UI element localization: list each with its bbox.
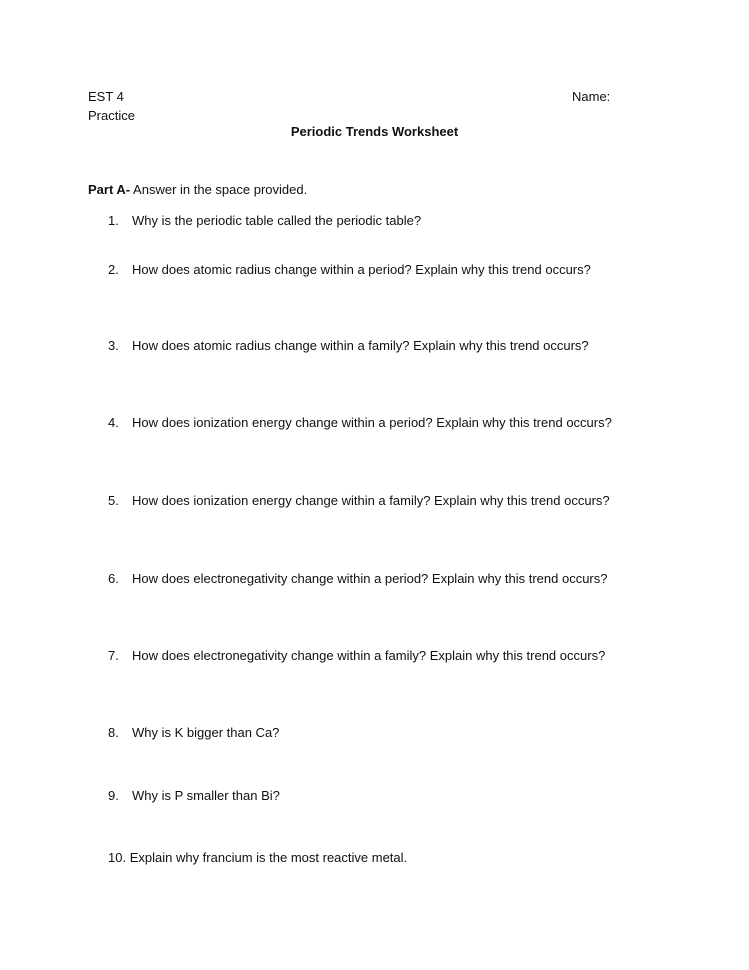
part-a-label: Part A- [88,182,131,197]
question-text: How does atomic radius change within a family? Explain why this trend occurs? [132,338,589,353]
question-1 [108,213,421,228]
question-text: How does ionization energy change within a period? Explain why this trend occurs? [132,415,612,430]
section-label: Practice [88,108,135,123]
question-text: Explain why francium is the most reactive metal. [129,850,408,865]
question-number: 8. [108,725,119,740]
question-10 [108,850,407,865]
name-label: Name: [572,89,611,104]
course-label: EST 4 [88,89,124,104]
question-number: 7. [108,648,119,663]
question-number: 6. [108,571,119,586]
question-number: 1. [108,213,119,228]
question-number: 5. [108,493,119,508]
part-a-instruction: Answer in the space provided. [133,182,308,197]
question-text: Why is K bigger than Ca? [132,725,280,740]
question-number: 2. [108,262,119,277]
question-8 [108,725,279,740]
question-2 [108,262,591,277]
question-text: How does ionization energy change within a family? Explain why this trend occurs? [132,493,610,508]
question-number: 4. [108,415,119,430]
question-7 [108,648,605,663]
question-text: How does electronegativity change within a period? Explain why this trend occurs? [132,571,608,586]
question-text: Why is the periodic table called the periodic table? [132,213,422,228]
question-number: 9. [108,788,119,803]
question-6 [108,571,607,586]
question-number: 3. [108,338,119,353]
question-number: 10. [108,850,127,865]
question-9 [108,788,280,803]
question-text: How does atomic radius change within a period? Explain why this trend occurs? [132,262,591,277]
page-title: Periodic Trends Worksheet [290,124,459,139]
question-4 [108,415,612,430]
question-text: Why is P smaller than Bi? [132,788,280,803]
question-3 [108,338,589,353]
question-5 [108,493,610,508]
part-a-heading [88,182,307,197]
question-text: How does electronegativity change within a family? Explain why this trend occurs? [132,648,606,663]
header-left [88,87,135,125]
